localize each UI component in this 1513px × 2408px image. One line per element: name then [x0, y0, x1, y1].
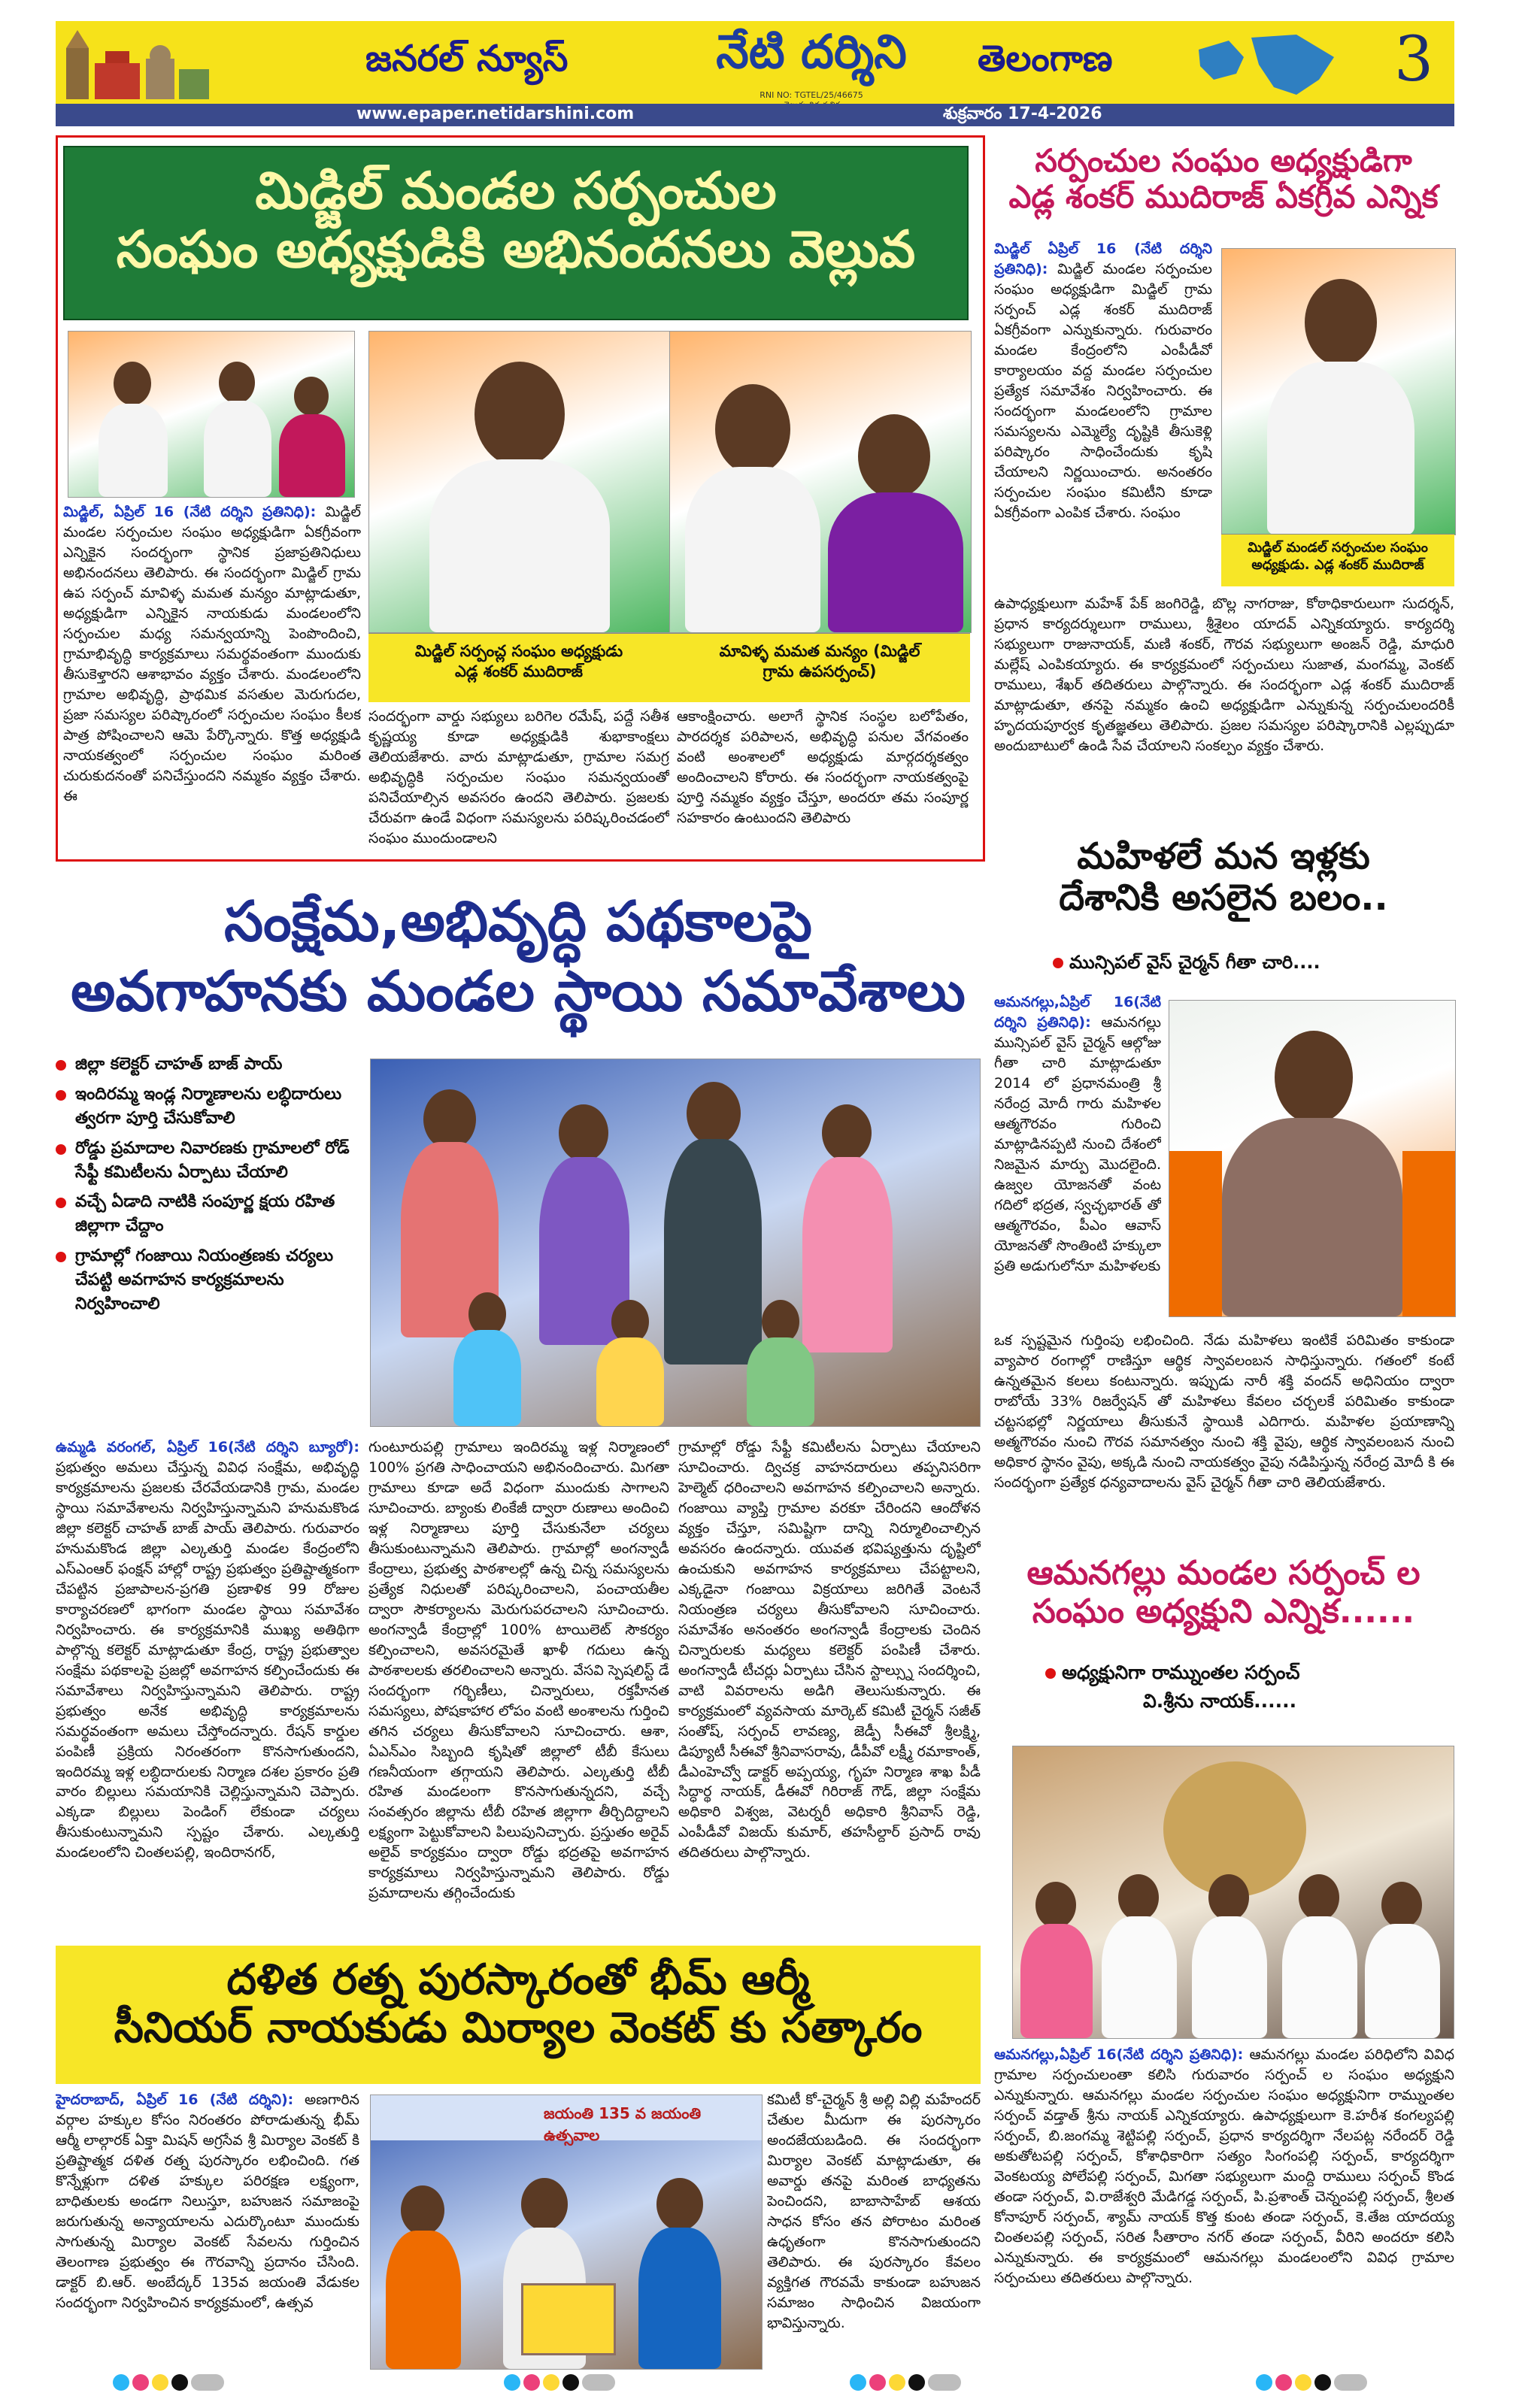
article5-body: ఆమనగల్లు,ఏప్రిల్ 16(నేటి దర్శిని ప్రతినిధి): ఆమనగల్లు మండల పరిధిలోని వివిధ గ్రామాల సర్పంచులంతా కలిసి గురువారం సర్పంచ్ ల సంఘం అధ్యక్షుని ఎన్నుకున్నారు. ఆమనగల్లు మండల సర్పంచుల సంఘం అధ్యక్షునిగా రామ్నుంతల సర్పంచ్ వడ్తాత్ శ్రీను నాయక్ ఎన్నికయ్యారు. ఉపాధ్యక్షులుగా కె.హరీశ కంగల్యపల్లి సర్పంచ్, బి.జంగమ్మ శెట్టిపల్లి సర్పంచ్, ప్రధాన కార్యదర్శిగా నేలపట్ల నరేందర్ రెడ్డి అకుతోటపల్లి సర్పంచ్, కోశాధికారిగా సత్యం సింగంపల్లి సర్పంచ్, కార్యదర్శిగా వెంకటయ్య పోలేపల్లి సర్పంచ్, మిగతా సభ్యులుగా మంద్ది రాములు సర్పంచ్ కొండ తండా సర్పంచ్, వి.రాజేశ్వరి మేడిగడ్డ సర్పంచ్, పి.ప్రశాంత్ చెన్నంపల్లి సర్పంచ్, శ్రీలత కోనాపూర్ సర్పంచ్, శ్యామ్ నాయక్ కొత్త కుంట తండా సర్పంచ్, కె.తేజ యాదయ్య చింతలపల్లి సర్పంచ్, సరిత సీతారాం నగర్ తండా సర్పంచ్, వీరిని అందరూ కలిసి ఎన్నుకున్నారు. ఈ కార్యక్రమంలో ఆమనగల్లు మండలంలోని వివిధ గ్రామాల సర్పంచులు తదితరులు పాల్గొన్నారు.: [994, 2046, 1454, 2286]
monuments-icon: [62, 26, 212, 99]
newspaper-logo: [672, 24, 951, 99]
photo-poster: [68, 331, 355, 498]
article6-dateline: హైదరాబాద్, ఏప్రిల్ 16 (నేటి దర్శిని):: [56, 2091, 294, 2108]
website-link[interactable]: www.epaper.netidarshini.com: [356, 104, 635, 123]
article6-column-1: హైదరాబాద్, ఏప్రిల్ 16 (నేటి దర్శిని): అణగారిన వర్గాల హక్కుల కోసం నిరంతరం పోరాడుతున్న భీమ్ ఆర్మీ లాల్గారక్ ఏక్తా మిషన్ అగ్రసేవ శ్రీ మిర్యాల వెంకట్ కి ప్రతిష్టాత్మక దళిత రత్న పురస్కారం లభించింది. గత కొన్నేళ్లుగా దళిత హక్కుల పరిరక్షణ లక్ష్యంగా, బాధితులకు అండగా నిలుస్తూ, బహుజన సమాజంపై జరుగుతున్న అన్యాయాలను ఎదుర్కొంటూ ముందుకు సాగుతున్న మిర్యాల వెంకట్ సేవలను గుర్తించిన తెలంగాణ ప్రభుత్వం ఈ గౌరవాన్ని ప్రదానం చేసింది. డాక్టర్ బి.ఆర్. అంబేద్కర్ 135వ జయంతి వేడుకల సందర్భంగా నిర్వహించిన కార్యక్రమంలో, ఉత్సవ: [56, 2091, 359, 2311]
photo-award-ceremony: [370, 2095, 763, 2370]
photo-mamatha-manyam: [669, 331, 972, 633]
bullet-item: జిల్లా కలెక్టర్ చాహత్ బాజ్ పాయ్: [56, 1053, 364, 1077]
bullet-item: గ్రామాల్లో గంజాయి నియంత్రణకు చర్యలు చేపట్టి అవగాహన కార్యక్రమాలను నిర్వహించాలి: [56, 1244, 364, 1316]
photo-anganwadi-children: [370, 1059, 981, 1427]
article2-dateline: మిడ్జిల్ ఏప్రిల్ 16 (నేటి దర్శిని ప్రతినిధి):: [994, 241, 1212, 277]
india-map-icon: [1184, 27, 1357, 98]
photo-geetha-chari: [1169, 1000, 1456, 1317]
article1-column-1: మిడ్జిల్, ఏప్రిల్ 16 (నేటి దర్శిని ప్రతినిధి): మిడ్జిల్ మండల సర్పంచుల సంఘం అధ్యక్షుడిగా ఏకగ్రీవంగా ఎన్నికైన సందర్భంగా స్థానిక ప్రజాప్రతినిధులు అభినందనలు తెలిపారు. ఈ సందర్భంగా మిడ్జిల్ గ్రామ ఉప సర్పంచ్ మావిళ్ళ మమత మన్యం మాట్లాడుతూ, అధ్యక్షుడిగా ఎన్నికైన నాయకుడు మండలంలోని సర్పంచుల మధ్య సమన్వయాన్ని పెంపొందించి, గ్రామాభివృద్ధి కార్యక్రమాలు సమర్థవంతంగా ముందుకు తీసుకెళ్తారని ఆశాభావం వ్యక్తం చేశారు. మండలంలోని గ్రామాల అభివృద్ధి, ప్రాథమిక వసతుల మెరుగుదల, ప్రజా సమస్యల పరిష్కారంలో సర్పంచుల సంఘం కీలక పాత్ర పోషించాలని ఆమె పేర్కొన్నారు. కొత్త అధ్యక్షుడి నాయకత్వంలో సర్పంచుల సంఘం మరింత చురుకుదనంతో పనిచేస్తుందని నమ్మకం వ్యక్తం చేశారు. ఈ: [63, 504, 361, 804]
caption-edla-small: మిడ్జిల్ మండల్ సర్పంచుల సంఘం అధ్యక్షుడు. ఎడ్ల శంకర్ ముదిరాజ్: [1221, 534, 1454, 586]
logo-reg-number: RNI NO: TGTEL/25/46675: [760, 90, 863, 100]
section-general-news: జనరల్ న్యూస్: [365, 38, 569, 80]
color-registration-marks: [1256, 2373, 1369, 2392]
article3-dateline: ఉమ్మడి వరంగల్, ఏప్రిల్ 16(నేటి దర్శిని బ్యూరో):: [56, 1439, 359, 1455]
headline-line-2: సంఘం అధ్యక్షుడికి అభినందనలు వెల్లువ: [116, 220, 916, 280]
caption-mamatha-manyam: మావిళ్ళ మమత మన్యం (మిడ్జిల్ గ్రామ ఉపసర్పంచ్): [669, 633, 970, 702]
color-registration-marks: [504, 2373, 617, 2392]
state-name: తెలంగాణ: [978, 38, 1113, 80]
headline-line-1: మిడ్జిల్ మండల సర్పంచుల: [255, 162, 777, 221]
article2-column-1: మిడ్జిల్ ఏప్రిల్ 16 (నేటి దర్శిని ప్రతినిధి): మిడ్జిల్ మండల సర్పంచుల సంఘం అధ్యక్షుడిగా మిడ్జిల్ గ్రామ సర్పంచ్ ఎడ్ల శంకర్ ముదిరాజ్ ఏకగ్రీవంగా ఎన్నుకున్నారు. గురువారం మండల కేంద్రంలోని ఎంపీడీవో కార్యాలయం వద్ద మండల సర్పంచుల ప్రత్యేక సమావేశం నిర్వహించారు. ఈ సందర్భంగా మండలంలోని గ్రామాల సమస్యలను ఎమ్మెల్యే దృష్టికి తీసుకెళ్లి పరిష్కారం సాధించేందుకు కృషి చేయాలని నిర్ణయించారు. అనంతరం సర్పంచుల సంఘం కమిటీని కూడా ఏకగ్రీవంగా ఎంపిక చేశారు. సంఘం: [994, 241, 1212, 521]
article4-body: ఒక స్పష్టమైన గుర్తింపు లభించింది. నేడు మహిళలు ఇంటికే పరిమితం కాకుండా వ్యాపార రంగాల్లో రాణిస్తూ ఆర్థిక స్వావలంబన సాధిస్తున్నారు. గతంలో కంటే ఉన్నతమైన కలలు కంటున్నారు. ఇప్పుడు నారీ శక్తి వందన్ అధినియం ద్వారా రాబోయే 33% రిజర్వేషన్ తో మహిళలు కేవలం చర్చలకే పరిమితం కాకుండా చట్టసభల్లో నిర్ణయాలు తీసుకునే స్థాయికి ఎదిగారు. మహిళల ప్రయాణాన్ని అత్మగౌరవం నుంచి గౌరవ సమానత్వం నుంచి శక్తి వైపు, ఆర్థిక స్వావలంబన నుంచి అధికార స్థానం వైపు, అక్కడి నుంచి నాయకత్వం వైపు నడిపిస్తున్న నరేంద్ర మోదీ కి ఈ సందర్భంగా ప్రత్యేక ధన్యవాదాలను వైస్ చైర్మన్ గీతా చారి తెలియజేశారు.: [994, 1332, 1454, 1491]
color-registration-marks: [850, 2373, 963, 2392]
bullet-dot-icon: [1045, 1668, 1056, 1679]
color-registration-marks: [113, 2373, 226, 2392]
article2-body: ఉపాధ్యక్షులుగా మహేశ్ పేక్ జంగిరెడ్డి, బొల్ల నాగరాజు, కోఠాధికారులుగా సుదర్శన్, ప్రధాన కార్యదర్శులుగా రాములు, శ్రీశైలం యాదవ్ ఎన్నికయ్యారు. కార్యదర్శి సభ్యులుగా రాజునాయక్, మణి శంకర్, గౌరవ సభ్యులుగా అంజన్ రెడ్డి, మాధురి మల్లేష్ ఎంపికయ్యారు. ఈ కార్యక్రమంలో సర్పంచులు సుజాత, మంగమ్మ, వెంకట్ రాములు, శేఖర్ తదితరులు పాల్గొన్నారు. ఈ సందర్భంగా ఎడ్ల శంకర్ ముదిరాజ్ మాట్లాడుతూ, తనపై నమ్మకం ఉంచి అధ్యక్షుడిగా ఎన్నుకున్న సర్పంచులందరికీ హృదయపూర్వక కృతజ్ఞతలు తెలిపారు. ప్రజల సమస్యల పరిష్కారానికి ఎల్లప్పుడూ అందుబాటులో ఉండి సేవ చేయాలని సంకల్పం వ్యక్తం చేశారు.: [994, 595, 1454, 754]
article3-bullets: [56, 1053, 364, 1322]
article1-column-3: ఆకాంక్షించారు. అలాగే స్థానిక సంస్థల బలోపేతం, పారదర్శక పరిపాలన, అభివృద్ధి పనుల వేగవంతం వంటి అంశాలలో అధ్యక్షుడు మార్గదర్శకత్వం అందించాలని కోరారు. ఈ సందర్భంగా నాయకత్వంపై పూర్తి నమ్మకం వ్యక్తం చేస్తూ, అందరూ తమ సంపూర్ణ సహకారం ఉంటుందని తెలిపారు: [677, 708, 969, 826]
article3-column-3: గ్రామాల్లో రోడ్డు సేఫ్టీ కమిటీలను ఏర్పాటు చేయాలని సూచించారు. ద్విచక్ర వాహనదారులు తప్పనిసరిగా హెల్మెట్ ధరించాలని అవగాహన కల్పించాలని అన్నారు. గంజాయి వ్యాప్తి గ్రామాల వరకూ చేరిందని ఆందోళన వ్యక్తం చేస్తూ, సమిష్టిగా దాన్ని నిర్మూలించాల్సిన అవసరం ఉందన్నారు. యువత భవిష్యత్తును దృష్టిలో ఉంచుకుని అవగాహన కార్యక్రమాలు చేపట్టాలని, ఎక్కడైనా గంజాయి విక్రయాలు జరిగితే వెంటనే నియంత్రణ చర్యలు తీసుకోవాలని సూచించారు. సమావేశం అనంతరం అంగన్వాడీ కేంద్రాలకు చెందిన చిన్నారులకు మధ్యలు కలెక్టర్ పంపిణీ చేశారు. అంగన్వాడీ టీచర్లు ఏర్పాటు చేసిన స్టాల్స్ను సందర్శించి, వాటి వివరాలను అడిగి తెలుసుకున్నారు. ఈ కార్యక్రమంలో వ్యవసాయ మార్కెట్ కమిటీ చైర్మన్ సజీత్ సంతోష్, సర్పంచ్ లావణ్య, జెడ్పీ సీఈవో శ్రీలక్ష్మి, డిప్యూటీ సీఈవో శ్రీనివాసరావు, డీపీవో లక్ష్మీ రమాకాంత్, డీఎంహెచ్వో డాక్టర్ అప్పయ్య, గృహ నిర్మాణ శాఖ పీడీ సిద్ధార్థ నాయక్, డీఈవో గిరిరాజ్ గౌడ్, జిల్లా సంక్షేమ అధికారి విశ్వజ, వెటర్నరీ అధికారి శ్రీనివాస్ రెడ్డి, ఎంపీడీవో విజయ్ కుమార్, తహసీల్దార్ ప్రసాద్ రావు తదితరులు పాల్గొన్నారు.: [678, 1439, 981, 1861]
headline-welfare-meetings: సంక్షేమ,అభివృద్ధి పథకాలపై అవగాహనకు మండల స్థాయి సమావేశాలు: [71, 889, 966, 1024]
article1-dateline: మిడ్జిల్, ఏప్రిల్ 16 (నేటి దర్శిని ప్రతినిధి):: [63, 504, 317, 520]
page-number: 3: [1394, 24, 1434, 95]
article3-column-2: గుంటూరుపల్లి గ్రామాలు ఇందిరమ్మ ఇళ్ల నిర్మాణంలో 100% ప్రగతి సాధించాయని అభినందించారు. మిగతా గ్రామాలు కూడా అదే విధంగా ముందుకు సాగాలని సూచించారు. బ్యాంకు లింకేజీ ద్వారా రుణాలు అందించి ఇళ్ల నిర్మాణాలు పూర్తి చేసుకునేలా చర్యలు తీసుకుంటున్నామని తెలిపారు. గ్రామాల్లో అంగన్వాడీ కేంద్రాలు, ప్రభుత్వ పాఠశాలల్లో ఉన్న చిన్న సమస్యలను ప్రత్యేక నిధులతో పరిష్కరించాలని, పంచాయతీల ద్వారా సౌకర్యాలను మెరుగుపరచాలని సూచించారు. అంగన్వాడీ కేంద్రాల్లో 100% టాయిలెట్ సౌకర్యం కల్పించాలని, అవసరమైతే ఖాళీ గదులు ఉన్న పాఠశాలలకు తరలించాలని అన్నారు. వేసవి స్పెషలిస్ట్ డే సందర్భంగా గర్భిణీలు, చిన్నారులు, రక్తహీనత సమస్యలు, పోషకాహార లోపం వంటి అంశాలను గుర్తించి తగిన చర్యలు తీసుకోవాలని సూచించారు. ఆశా, ఏఎన్ఎం సిబ్బంది కృషితో జిల్లాలో టీబీ కేసులు గణనీయంగా తగ్గాయని తెలిపారు. ఎల్కతుర్తి టీబీ రహిత మండలంగా కొనసాగుతున్నదని, వచ్చే సంవత్సరం జిల్లాను టీబీ రహిత జిల్లాగా తీర్చిదిద్దాలని లక్ష్యంగా పెట్టుకోవాలని పిలుపునిచ్చారు. ప్రస్తుతం అరైవ్ అలైవ్ కార్యక్రమం ద్వారా రోడ్డు భద్రతపై అవగాహన కార్యక్రమాలు నిర్వహిస్తున్నామని తెలిపారు. రోడ్డు ప్రమాదాలను తగ్గించేందుకు: [368, 1439, 669, 1902]
article3-column-1: ఉమ్మడి వరంగల్, ఏప్రిల్ 16(నేటి దర్శిని బ్యూరో): ప్రభుత్వం అమలు చేస్తున్న వివిధ సంక్షేమ, అభివృద్ధి కార్యక్రమాలను ప్రజలకు చేరవేయడానికి గ్రామ, మండల స్థాయి సమావేశాలను నిర్వహిస్తున్నామని హనుమకొండ జిల్లా కలెక్టర్ చాహత్ బాజ్ పాయ్ తెలిపారు. గురువారం హనుమకొండ జిల్లా ఎల్కతుర్తి మండల కేంద్రంలోని ఎస్ఎంఆర్ ఫంక్షన్ హాల్లో రాష్ట్ర ప్రభుత్వం ప్రతిష్టాత్మకంగా చేపట్టిన ప్రజాపాలన-ప్రగతి ప్రణాళిక 99 రోజుల కార్యాచరణలో భాగంగా మండల స్థాయి సమావేశం నిర్వహించారు. ఈ కార్యక్రమానికి ముఖ్య అతిథిగా పాల్గొన్న కలెక్టర్ మాట్లాడుతూ కేంద్ర, రాష్ట్ర ప్రభుత్వాల సంక్షేమ పథకాలపై ప్రజల్లో అవగాహన కల్పించేందుకు ఈ సమావేశాలు నిర్వహిస్తున్నామని తెలిపారు. రాష్ట్ర ప్రభుత్వం అనేక అభివృద్ధి కార్యక్రమాలను సమర్థవంతంగా అమలు చేస్తోందన్నారు. రేషన్ కార్డుల పంపిణీ ప్రక్రియ నిరంతరంగా కొనసాగుతుందని, ఇందిరమ్మ ఇళ్ల లబ్ధిదారులకు నిర్మాణ దశల ప్రకారం ప్రతి వారం బిల్లులు సమయానికి చెల్లిస్తున్నామని చెప్పారు. ఎక్కడా బిల్లులు పెండింగ్ లేకుండా చర్యలు తీసుకుంటున్నామని స్పష్టం చేశారు. ఎల్కతుర్తి మండలంలోని చింతలపల్లి, ఇందిరానగర్,: [56, 1439, 359, 1861]
article4-subhead: మున్సిపల్ వైస్ చైర్మన్ గీతా చారి....: [1053, 952, 1320, 977]
article5-dateline: ఆమనగల్లు,ఏప్రిల్ 16(నేటి దర్శిని ప్రతినిధి):: [994, 2046, 1244, 2063]
issue-date: శుక్రవారం 17-4-2026: [943, 104, 1102, 123]
caption-edla-shankar: మిడ్జిల్ సర్పంచ్ల సంఘం అధ్యక్షుడు ఎడ్ల శంకర్ ముదిరాజ్: [368, 633, 669, 702]
headline-congratulations: [63, 146, 969, 320]
headline-dalith-ratna: దళిత రత్న పురస్కారంతో భీమ్ ఆర్మీ సీనియర్ నాయకుడు మిర్యాల వెంకట్ కు సత్కారం: [56, 1946, 981, 2084]
article6-column-3: కమిటీ కో-చైర్మన్ శ్రీ అల్లి విల్లి మహేందర్ చేతుల మీదుగా ఈ పురస్కారం అందజేయబడింది. ఈ సందర్భంగా మిర్యాల వెంకట్ మాట్లాడుతూ, ఈ అవార్డు తనపై మరింత బాధ్యతను పెంచిందని, బాబాసాహేబ్ ఆశయ సాధన కోసం తన పోరాటం మరింత ఉధృతంగా కొనసాగుతుందని తెలిపారు. ఈ పురస్కారం కేవలం వ్యక్తిగత గౌరవమే కాకుండా బహుజన సమాజం సాధించిన విజయంగా భావిస్తున్నారు.: [767, 2091, 981, 2331]
photo-amangal-sarpanches: [1012, 1746, 1454, 2039]
bullet-dot-icon: [1053, 958, 1063, 968]
photo-edla-shankar: [368, 331, 671, 633]
logo-text: నేటి దర్శిని: [716, 24, 907, 79]
headline-women-strength: మహిళలే మన ఇళ్లకు దేశానికి అసలైన బలం..: [1059, 835, 1388, 919]
article4-column-1: ఆమనగల్లు,ఏప్రిల్ 16(నేటి దర్శిని ప్రతినిధి): ఆమనగల్లు మున్సిపల్ వైస్ చైర్మన్ ఆల్గోజు గీతా చారి మాట్లాడుతూ 2014 లో ప్రధానమంత్రి శ్రీ నరేంద్ర మోదీ గారు మహిళల ఆత్మగౌరవం గురించి మాట్లాడినప్పటి నుంచి దేశంలో నిజమైన మార్పు మొదలైంది. ఉజ్వల యోజనతో వంట గదిలో భద్రత, స్వచ్ఛభారత్ తో ఆత్మగౌరవం, పీఎం ఆవాస్ యోజనతో సొంతింటి హక్కులా ప్రతి అడుగులోనూ మహిళలకు: [994, 994, 1161, 1274]
photo-banner-text: జయంతి 135 వ జయంతి ఉత్సవాల: [544, 2104, 702, 2144]
bullet-item: వచ్చే ఏడాది నాటికి సంపూర్ణ క్షయ రహిత జిల్లాగా చేద్దాం: [56, 1190, 364, 1238]
article4-dateline: ఆమనగల్లు,ఏప్రిల్ 16(నేటి దర్శిని ప్రతినిధి):: [994, 994, 1161, 1031]
masthead: [56, 21, 1454, 104]
article1-column-2: సందర్భంగా వార్డు సభ్యులు బరిగెల రమేష్, పద్దే సతీశ కృష్ణయ్య కూడా అధ్యక్షుడికి శుభాకాంక్షలు తెలియజేశారు. వారు మాట్లాడుతూ, గ్రామాల సమగ్ర అభివృద్ధికి సర్పంచుల సంఘం సమన్వయంతో పనిచేయాల్సిన అవసరం ఉందని తెలిపారు. ప్రజలకు చేరువగా ఉండే విధంగా సమస్యలను పరిష్కరించడంలో సంఘం ముందుండాలని: [368, 708, 669, 847]
photo-edla-shankar-small: [1221, 248, 1456, 535]
bullet-item: ఇందిరమ్మ ఇండ్ల నిర్మాణాలను లబ్ధిదారులు త్వరగా పూర్తి చేసుకోవాలి: [56, 1083, 364, 1131]
bullet-item: రోడ్డు ప్రమాదాల నివారణకు గ్రామాలలో రోడ్ సేఫ్టీ కమిటీలను ఏర్పాటు చేయాలి: [56, 1137, 364, 1185]
headline-amangal-president: ఆమనగల్లు మండల సర్పంచ్ ల సంఘం అధ్యక్షుని ఎన్నిక......: [1026, 1554, 1421, 1631]
top-strip: [56, 104, 1454, 126]
headline-edla-elected: సర్పంచుల సంఘం అధ్యక్షుడిగా ఎడ్ల శంకర్ ముదిరాజ్ ఏకగ్రీవ ఎన్నిక: [1008, 142, 1439, 216]
article5-subhead: అధ్యక్షునిగా రామ్నుంతల సర్పంచ్ వి.శ్రీను నాయక్......: [1045, 1658, 1451, 1715]
